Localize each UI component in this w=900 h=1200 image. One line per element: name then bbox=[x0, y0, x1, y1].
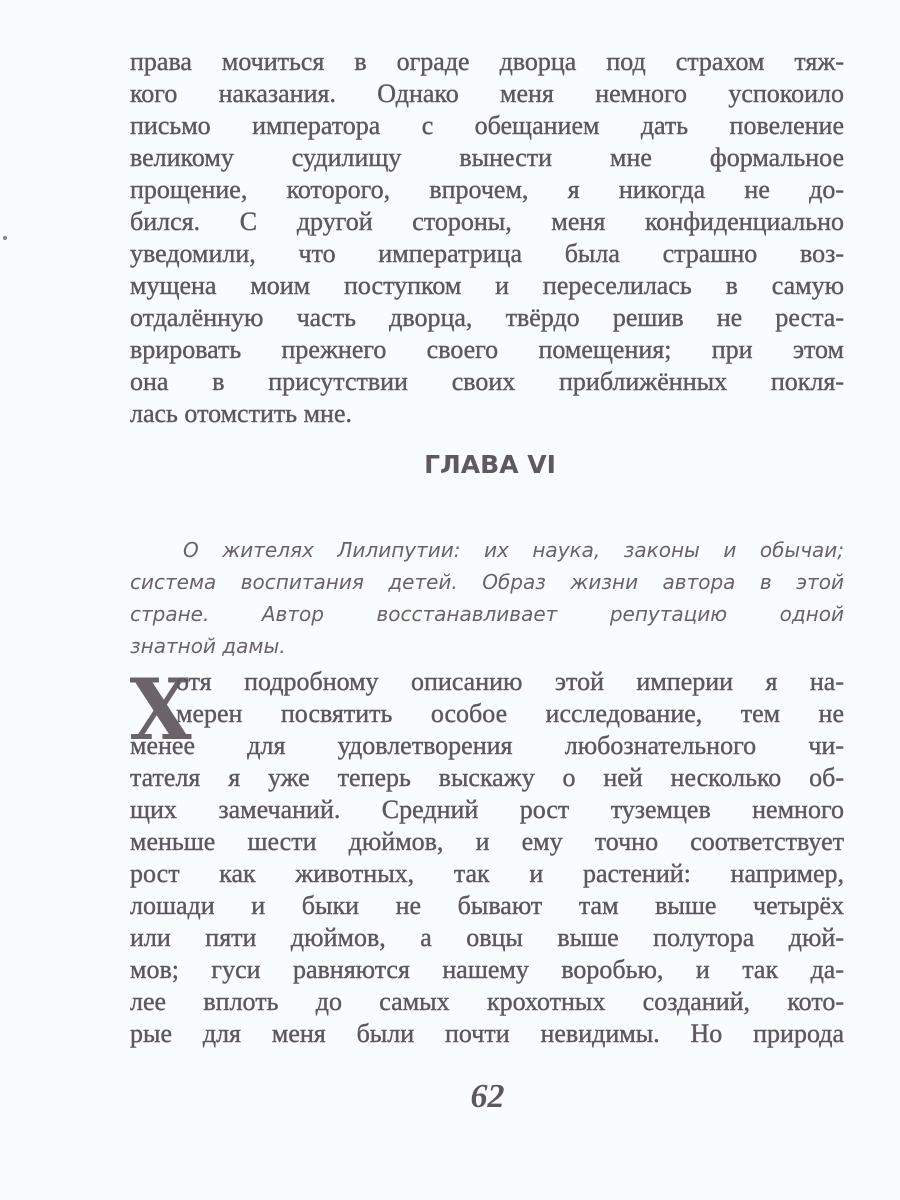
text-line: лошади и быки не бывают там выше четырёх bbox=[130, 891, 844, 920]
text-line: отдалённую часть дворца, твёрдо решив не реста- bbox=[130, 303, 844, 332]
text-line: меньше шести дюймов, и ему точно соответствует bbox=[130, 827, 844, 856]
text-line: щих замечаний. Средний рост туземцев немного bbox=[130, 795, 844, 824]
page-number: 62 bbox=[470, 1078, 505, 1115]
text-line: мов; гуси равняются нашему воробью, и так да- bbox=[130, 955, 844, 984]
summary-line: система воспитания детей. Образ жизни автора в этой bbox=[130, 570, 844, 594]
text-line: лась отомстить мне. bbox=[130, 399, 352, 428]
summary-line: О жителях Лилипутии: их наука, законы и обычаи; bbox=[183, 538, 844, 562]
text-line: или пяти дюймов, а овцы выше полутора дюй- bbox=[130, 923, 844, 952]
chapter-title: ГЛАВА VI bbox=[424, 450, 556, 479]
text-line: бился. С другой стороны, меня конфиденциально bbox=[130, 207, 844, 236]
summary-line: знатной дамы. bbox=[130, 634, 286, 658]
text-line: рые для меня были почти невидимы. Но природа bbox=[130, 1019, 844, 1048]
text-line: лее вплоть до самых крохотных созданий, кото- bbox=[130, 987, 844, 1016]
text-line: великому судилищу вынести мне формальное bbox=[130, 143, 844, 172]
scan-speck bbox=[3, 236, 7, 240]
text-line: уведомили, что императрица была страшно воз- bbox=[130, 239, 844, 268]
text-line: менее для удовлетворения любознательного чи- bbox=[130, 731, 844, 760]
summary-line: стране. Автор восстанавливает репутацию одной bbox=[130, 602, 844, 626]
text-line: кого наказания. Однако меня немного успокоило bbox=[130, 79, 844, 108]
text-line: отя подробному описанию этой империи я на- bbox=[176, 667, 844, 696]
text-line: она в присутствии своих приближённых покля- bbox=[130, 367, 844, 396]
text-line: тателя я уже теперь выскажу о ней несколько об- bbox=[130, 763, 844, 792]
drop-cap: Х bbox=[129, 660, 192, 759]
text-line: прощение, которого, впрочем, я никогда не до- bbox=[130, 175, 844, 204]
text-line: письмо императора с обещанием дать повеление bbox=[130, 111, 844, 140]
text-line: врировать прежнего своего помещения; при этом bbox=[130, 335, 844, 364]
text-line: права мочиться в ограде дворца под страхом тяж- bbox=[130, 47, 844, 76]
text-line: рост как животных, так и растений: например, bbox=[130, 859, 844, 888]
text-line: мерен посвятить особое исследование, тем не bbox=[176, 699, 844, 728]
text-line: мущена моим поступком и переселилась в самую bbox=[130, 271, 844, 300]
